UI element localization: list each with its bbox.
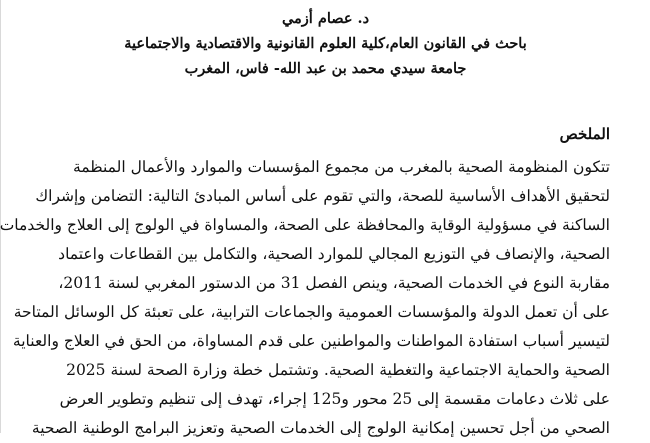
abstract-line: الساكنة في مسؤولية الوقاية والمحافظة على الصحة، والمساواة في الولوج إلى العلاج والخدمات bbox=[0, 216, 610, 234]
abstract-line: الصحي من أجل تحسين إمكانية الولوج إلى الخدمات الصحية وتعزيز البرامج الوطنية الصحية bbox=[31, 419, 610, 437]
abstract-line: لتحقيق الأهداف الأساسية للصحة، والتي تقوم على أساس المبادئ التالية: التضامن وإشراك bbox=[35, 187, 610, 205]
abstract-line: تتكون المنظومة الصحية بالمغرب من مجموع المؤسسات والموارد والأعمال المنظمة bbox=[73, 158, 610, 176]
abstract-line: على ثلاث دعامات مقسمة إلى 25 محور و125 إجراء، تهدف إلى تنظيم وتطوير العرض bbox=[59, 390, 610, 408]
abstract-line: لتيسير أسباب استفادة المواطنات والمواطنين على قدم المساواة، من الحق في العلاج والعناية bbox=[12, 332, 610, 350]
author-university: جامعة سيدي محمد بن عبد الله- فاس، المغرب bbox=[184, 60, 467, 77]
author-affiliation: باحث في القانون العام،كلية العلوم القانونية والاقتصادية والاجتماعية bbox=[124, 35, 527, 52]
abstract-line: على أن تعمل الدولة والمؤسسات العمومية والجماعات الترابية، على تعبئة كل الوسائل المتاحة bbox=[13, 303, 610, 321]
abstract-line: الصحية والحماية الاجتماعية والتغطية الصحية. وتشتمل خطة وزارة الصحة لسنة 2025 bbox=[66, 361, 610, 379]
abstract-line: الصحية، والإنصاف في التوزيع المجالي للموارد الصحية، والتكامل بين القطاعات واعتماد bbox=[58, 245, 610, 263]
author-name: د. عصام أزمي bbox=[281, 10, 370, 27]
abstract-heading: الملخص bbox=[559, 125, 610, 143]
abstract-line: مقاربة النوع في الخدمات الصحية، وينص الفصل 31 من الدستور المغربي لسنة 2011، bbox=[58, 274, 610, 292]
author-header bbox=[1, 6, 650, 81]
abstract-body bbox=[0, 153, 610, 443]
